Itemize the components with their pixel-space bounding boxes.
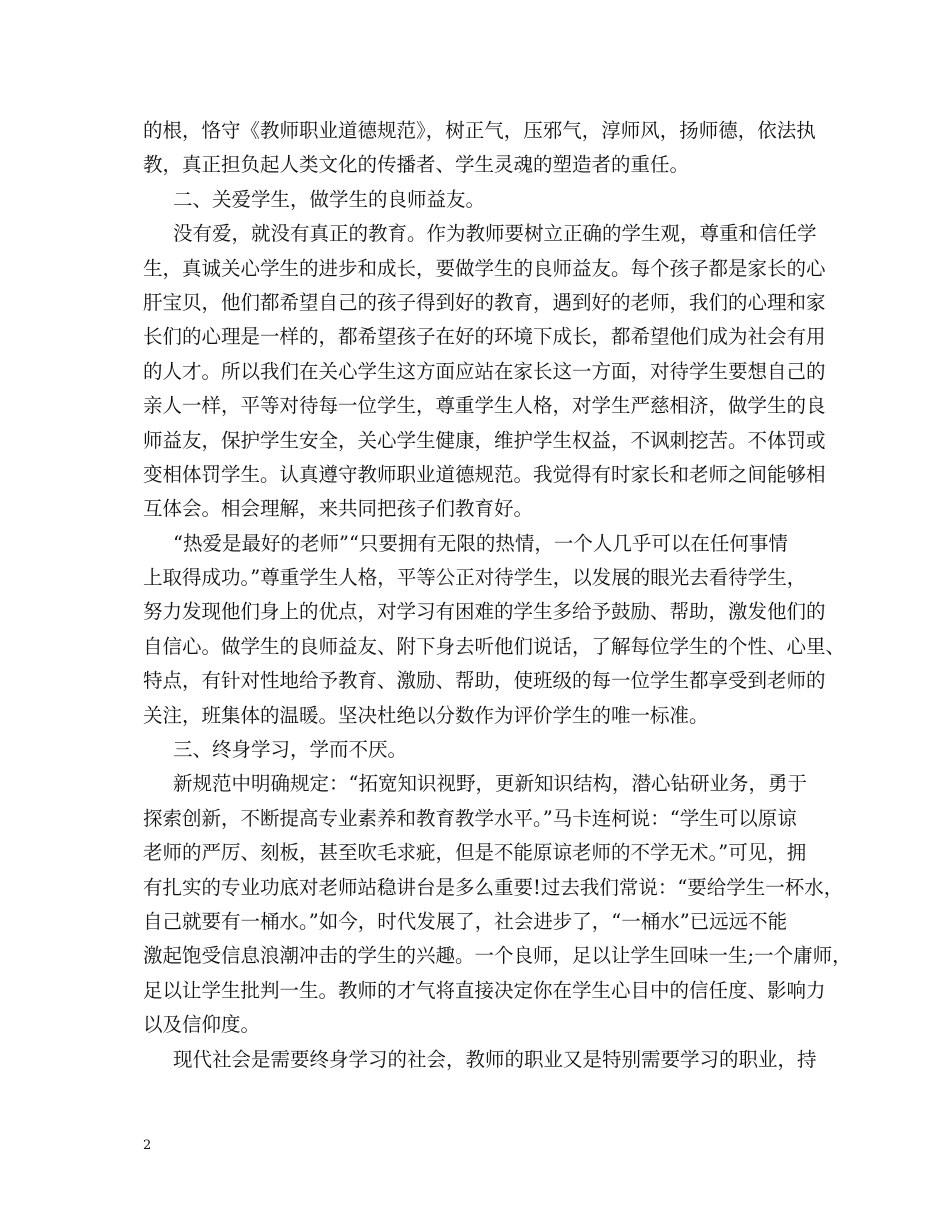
text-line: 师益友，保护学生安全，关心学生健康，维护学生权益，不讽刺挖苦。不体罚或 — [143, 428, 826, 452]
text-line: 上取得成功。”尊重学生人格，平等公正对待学生，以发展的眼光去看待学生， — [143, 566, 807, 590]
text-line: 的人才。所以我们在关心学生这方面应站在家长这一方面，对待学生要想自己的 — [143, 359, 826, 383]
text-line: 以及信仰度。 — [143, 1013, 261, 1037]
text-line: “热爱是最好的老师”“只要拥有无限的热情，一个人几乎可以在任何事情 — [173, 531, 788, 555]
text-line: 变相体罚学生。认真遵守教师职业道德规范。我觉得有时家长和老师之间能够相 — [143, 462, 826, 486]
text-line: 长们的心理是一样的，都希望孩子在好的环境下成长，都希望他们成为社会有用 — [143, 325, 826, 349]
text-line: 二、关爱学生，做学生的良师益友。 — [173, 187, 486, 211]
text-line: 三、终身学习，学而不厌。 — [173, 738, 408, 762]
text-line: 老师的严厉、刻板，甚至吹毛求疵，但是不能原谅老师的不学无术。”可见，拥 — [143, 841, 807, 865]
text-line: 足以让学生批判一生。教师的才气将直接决定你在学生心目中的信任度、影响力 — [143, 978, 826, 1002]
text-line: 肝宝贝，他们都希望自己的孩子得到好的教育，遇到好的老师，我们的心理和家 — [143, 290, 826, 314]
text-line: 特点，有针对性地给予教育、激励、帮助，使班级的每一位学生都享受到老师的 — [143, 669, 826, 693]
text-line: 教，真正担负起人类文化的传播者、学生灵魂的塑造者的重任。 — [143, 153, 690, 177]
text-line: 自己就要有一桶水。”如今，时代发展了，社会进步了，“一桶水”已远远不能 — [143, 909, 788, 933]
text-line: 没有爱，就没有真正的教育。作为教师要树立正确的学生观，尊重和信任学 — [173, 222, 817, 246]
text-line: 亲人一样，平等对待每一位学生，尊重学生人格，对学生严慈相济，做学生的良 — [143, 394, 826, 418]
text-line: 的根，恪守《教师职业道德规范》，树正气，压邪气，淳师风，扬师德，依法执 — [143, 119, 816, 142]
text-line: 新规范中明确规定：“拓宽知识视野，更新知识结构，潜心钻研业务，勇于 — [173, 772, 807, 796]
text-line: 互体会。相会理解，来共同把孩子们教育好。 — [143, 497, 534, 521]
text-line: 有扎实的专业功底对老师站稳讲台是多么重要!过去我们常说：“要给学生一杯水， — [143, 875, 844, 899]
page-number: 2 — [143, 1138, 152, 1153]
text-line: 关注，班集体的温暖。坚决杜绝以分数作为评价学生的唯一标准。 — [143, 703, 709, 727]
text-line: 探索创新，不断提高专业素养和教育教学水平。”马卡连柯说：“学生可以原谅 — [143, 806, 797, 830]
text-line: 自信心。做学生的良师益友、附下身去听他们说话，了解每位学生的个性、心里、 — [143, 634, 846, 658]
text-line: 生，真诚关心学生的进步和成长，要做学生的良师益友。每个孩子都是家长的心 — [143, 256, 826, 280]
text-line: 激起饱受信息浪潮冲击的学生的兴趣。一个良师，足以让学生回味一生;一个庸师， — [143, 944, 852, 968]
text-line: 努力发现他们身上的优点，对学习有困难的学生多给予鼓励、帮助，激发他们的 — [143, 600, 826, 624]
text-line: 现代社会是需要终身学习的社会，教师的职业又是特别需要学习的职业，持 — [173, 1047, 817, 1071]
document-body — [143, 114, 852, 1077]
